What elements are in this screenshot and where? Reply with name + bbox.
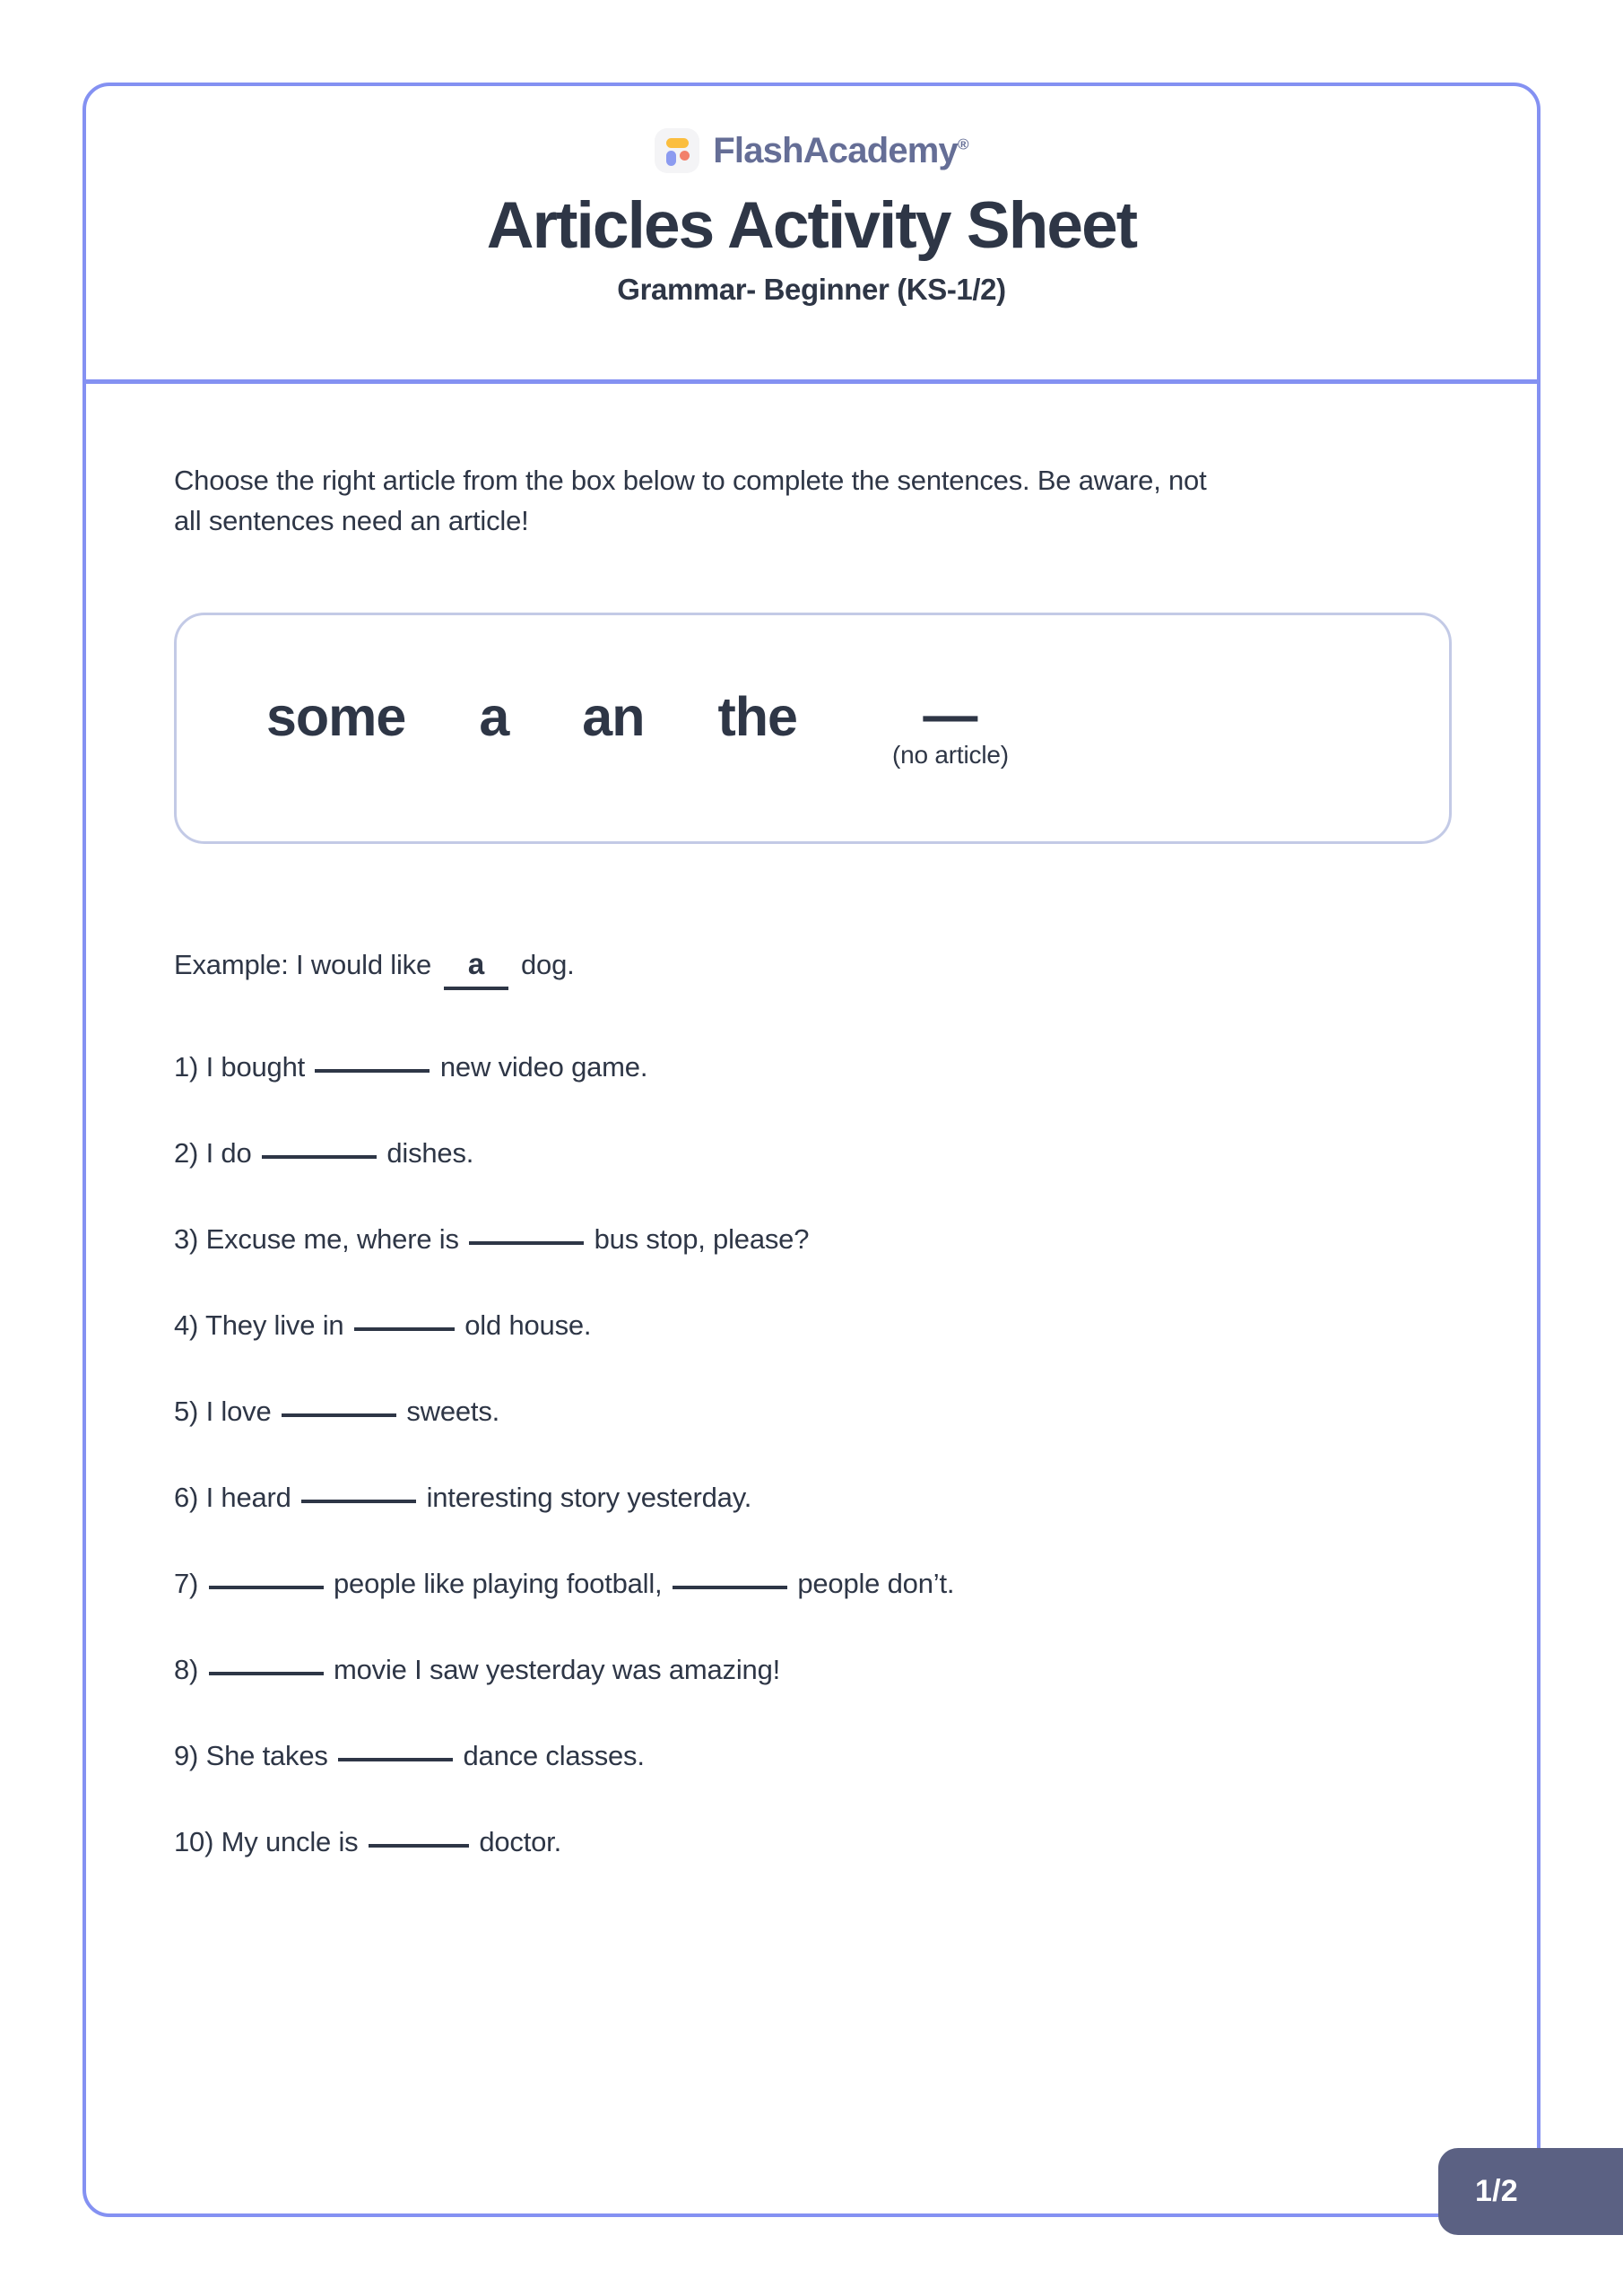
question-number: 2): [174, 1136, 199, 1169]
question-text-before: She takes: [205, 1739, 328, 1771]
question-item: [174, 1311, 1449, 1339]
dash-icon: —: [923, 683, 978, 745]
example-line: [174, 947, 1449, 990]
question-text-after: bus stop, please?: [594, 1222, 810, 1255]
question-text-after: new video game.: [439, 1050, 648, 1083]
question-item: [174, 1567, 1449, 1599]
question-item: [174, 1739, 1449, 1771]
logo-bar-top-shape: [666, 138, 689, 148]
question-item: [174, 1397, 1449, 1425]
answer-blank[interactable]: [469, 1241, 584, 1245]
answer-blank[interactable]: [209, 1672, 324, 1675]
question-text-after: sweets.: [406, 1395, 500, 1427]
answer-blank[interactable]: [282, 1413, 396, 1417]
question-text-after: movie I saw yesterday was amazing!: [334, 1653, 781, 1685]
answer-blank-second[interactable]: [673, 1586, 787, 1589]
word-bank-option-no-article[interactable]: [891, 683, 1009, 770]
answer-blank[interactable]: [354, 1327, 455, 1331]
question-text-before: I do: [205, 1136, 252, 1169]
word-bank-items: [266, 685, 1009, 772]
question-text-before: My uncle is: [221, 1825, 359, 1857]
no-article-label: (no article): [891, 741, 1009, 770]
question-item: [174, 1136, 1449, 1169]
answer-blank[interactable]: [338, 1758, 453, 1761]
example-answer: a: [444, 947, 508, 990]
question-number: 9): [174, 1739, 199, 1771]
page-number-badge: [1438, 2148, 1623, 2235]
question-text-before: Excuse me, where is: [205, 1222, 459, 1255]
page-subtitle: Grammar- Beginner (KS-1/2): [617, 272, 1006, 306]
registered-trademark-icon: ®: [958, 135, 968, 153]
question-number: 8): [174, 1653, 199, 1685]
questions-list: [174, 1050, 1449, 1857]
question-item: [174, 1483, 1449, 1511]
question-item: [174, 1653, 1449, 1685]
answer-blank[interactable]: [315, 1069, 430, 1073]
worksheet-body: [86, 384, 1537, 1856]
worksheet-card: [82, 83, 1541, 2217]
word-bank-box: [174, 613, 1452, 844]
question-text-after: old house.: [464, 1309, 592, 1341]
question-text-before: I bought: [205, 1050, 306, 1083]
question-text-before: They live in: [205, 1309, 344, 1341]
word-bank-option-an[interactable]: an: [582, 685, 645, 747]
brand-lockup: [655, 128, 968, 173]
logo-dot-shape: [680, 151, 690, 161]
word-bank-option-a[interactable]: a: [479, 685, 509, 747]
brand-name: [713, 133, 968, 169]
word-bank-option-the[interactable]: the: [717, 685, 797, 747]
question-item: [174, 1050, 1449, 1083]
example-suffix: dog.: [521, 948, 575, 980]
question-number: 4): [174, 1309, 199, 1341]
question-text-after: dishes.: [386, 1136, 474, 1169]
question-item: [174, 1222, 1449, 1255]
brand-name-text: FlashAcademy: [713, 131, 958, 170]
answer-blank[interactable]: [301, 1500, 416, 1503]
question-number: 5): [174, 1395, 199, 1427]
example-prefix: Example: I would like: [174, 948, 431, 980]
question-text-before: I love: [205, 1395, 272, 1427]
question-text-after: people like playing football,: [334, 1567, 663, 1599]
question-number: 3): [174, 1222, 199, 1255]
question-text-after-second: people don’t.: [797, 1567, 955, 1599]
question-text-before: I heard: [205, 1481, 291, 1513]
question-text-after: interesting story yesterday.: [426, 1481, 752, 1513]
page-number-label: 1/2: [1475, 2174, 1518, 2208]
flashacademy-logo-icon: [655, 128, 699, 173]
page-title: Articles Activity Sheet: [486, 189, 1137, 262]
question-number: 1): [174, 1050, 199, 1083]
word-bank-option-some[interactable]: some: [266, 685, 406, 747]
answer-blank[interactable]: [262, 1155, 377, 1159]
question-number: 6): [174, 1481, 199, 1513]
question-number: 7): [174, 1567, 199, 1599]
answer-blank[interactable]: [369, 1844, 469, 1848]
question-text-after: dance classes.: [463, 1739, 645, 1771]
question-text-after: doctor.: [479, 1825, 562, 1857]
question-number: 10): [174, 1825, 214, 1857]
worksheet-header: [86, 86, 1537, 384]
instructions-text: Choose the right article from the box below to complete the sentences. Be aware, not all sentences need an article!: [174, 465, 1207, 536]
question-item: [174, 1825, 1449, 1857]
logo-bar-left-shape: [666, 151, 676, 166]
answer-blank[interactable]: [209, 1586, 324, 1589]
